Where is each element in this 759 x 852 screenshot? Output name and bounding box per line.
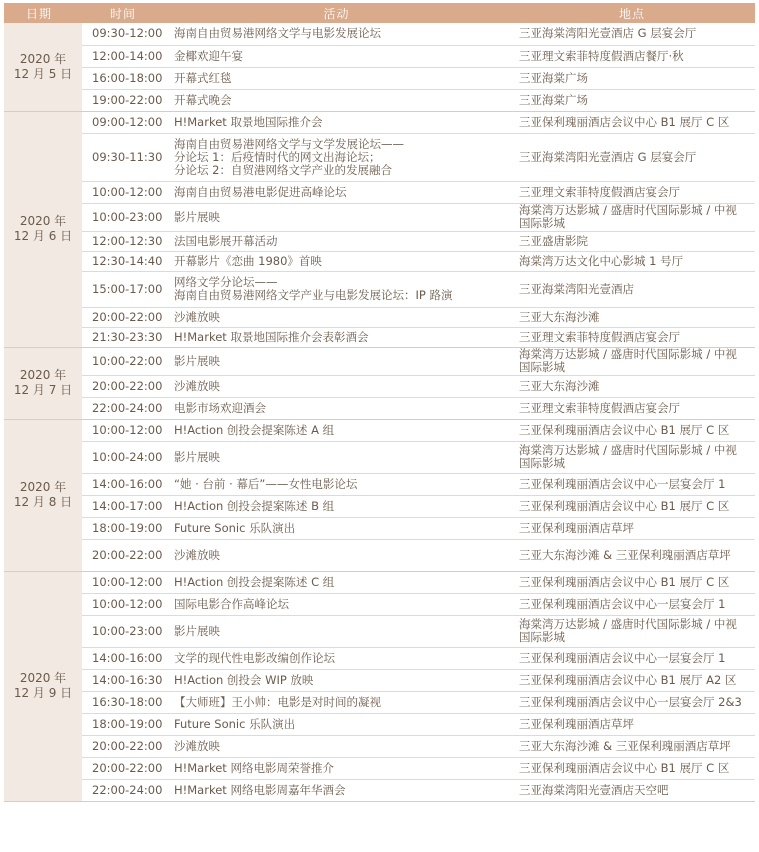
table-row [4, 397, 755, 419]
table-row [4, 647, 755, 669]
location-cell [509, 231, 755, 251]
location-cell [509, 307, 755, 327]
time-cell: 10:00-12:00 [82, 419, 164, 441]
activity-line: H!Action 创投会 WIP 放映 [174, 672, 314, 687]
time-cell: 09:30-11:30 [82, 133, 164, 181]
activity-cell [164, 271, 509, 307]
activity-cell [164, 251, 509, 271]
location-line: 三亚海棠湾阳光壹酒店 G 层宴会厅 [519, 149, 697, 164]
time-cell: 16:30-18:00 [82, 691, 164, 713]
time-cell: 14:00-16:00 [82, 473, 164, 495]
activity-cell [164, 67, 509, 89]
time-cell: 20:00-22:00 [82, 539, 164, 571]
location-line: 三亚保利瑰丽酒店会议中心一层宴会厅 1 [519, 476, 726, 491]
location-cell [509, 593, 755, 615]
time-cell: 16:00-18:00 [82, 67, 164, 89]
location-cell [509, 111, 755, 133]
time-cell: 10:00-12:00 [82, 181, 164, 203]
date-year: 2020 年 [19, 671, 67, 685]
location-line: 三亚海棠湾阳光壹酒店 G 层宴会厅 [519, 26, 697, 41]
location-line: 海棠湾万达影城 / 盛唐时代国际影城 / 中视 [519, 443, 737, 457]
table-row [4, 203, 755, 231]
header-time: 时间 [82, 3, 164, 23]
location-line: 海棠湾万达影城 / 盛唐时代国际影城 / 中视 [519, 617, 737, 631]
location-line: 海棠湾万达影城 / 盛唐时代国际影城 / 中视 [519, 203, 737, 217]
activity-line: 国际电影合作高峰论坛 [174, 596, 289, 611]
location-cell [509, 375, 755, 397]
activity-cell [164, 23, 509, 45]
date-cell [4, 571, 82, 801]
activity-line: 海南自由贸易港电影促进高峰论坛 [174, 184, 347, 199]
date-cell [4, 419, 82, 571]
activity-line: 金椰欢迎午宴 [174, 48, 243, 63]
time-cell: 21:30-23:30 [82, 327, 164, 347]
table-row [4, 89, 755, 111]
activity-line: 影片展映 [174, 353, 220, 368]
time-cell: 09:30-12:00 [82, 23, 164, 45]
location-cell [509, 67, 755, 89]
table-row [4, 271, 755, 307]
table-row [4, 571, 755, 593]
time-cell: 18:00-19:00 [82, 713, 164, 735]
location-cell [509, 181, 755, 203]
location-cell [509, 419, 755, 441]
location-line: 三亚保利瑰丽酒店会议中心 B1 展厅 C 区 [519, 574, 730, 589]
location-cell [509, 397, 755, 419]
date-cell [4, 111, 82, 347]
activity-line: H!Action 创投会提案陈述 A 组 [174, 422, 335, 437]
location-line: 三亚保利瑰丽酒店会议中心一层宴会厅 2&3 [519, 694, 742, 709]
location-cell [509, 539, 755, 571]
activity-line: 海南自由贸易港网络文学与电影发展论坛 [174, 26, 381, 41]
location-cell [509, 615, 755, 647]
time-cell: 14:00-16:00 [82, 647, 164, 669]
activity-cell [164, 231, 509, 251]
location-cell [509, 779, 755, 801]
activity-line: 沙滩放映 [174, 547, 220, 562]
activity-cell [164, 133, 509, 181]
location-cell [509, 495, 755, 517]
location-line: 三亚保利瑰丽酒店会议中心 B1 展厅 C 区 [519, 422, 730, 437]
activity-line: Future Sonic 乐队演出 [174, 716, 296, 731]
table-row [4, 251, 755, 271]
location-line: 三亚盛唐影院 [519, 233, 588, 248]
activity-line: 沙滩放映 [174, 309, 220, 324]
activity-cell [164, 473, 509, 495]
date-day: 12 月 6 日 [13, 229, 73, 243]
table-row [4, 735, 755, 757]
activity-cell [164, 495, 509, 517]
time-cell: 20:00-22:00 [82, 757, 164, 779]
activity-line: 文学的现代性电影改编创作论坛 [174, 650, 335, 665]
table-row [4, 539, 755, 571]
schedule-body [4, 23, 755, 801]
table-row [4, 111, 755, 133]
activity-cell [164, 347, 509, 375]
activity-line: 影片展映 [174, 623, 220, 638]
activity-line: 开幕式红毯 [174, 70, 232, 85]
activity-line: H!Market 取景地国际推介会表彰酒会 [174, 329, 369, 344]
activity-line: 法国电影展开幕活动 [174, 233, 278, 248]
location-cell [509, 327, 755, 347]
time-cell: 12:30-14:40 [82, 251, 164, 271]
table-row [4, 441, 755, 473]
location-cell [509, 23, 755, 45]
date-year: 2020 年 [19, 214, 67, 228]
location-line: 国际影城 [519, 630, 565, 644]
location-line: 三亚保利瑰丽酒店会议中心 B1 展厅 C 区 [519, 114, 730, 129]
location-line: 三亚大东海沙滩 [519, 378, 600, 393]
table-row [4, 615, 755, 647]
date-cell [4, 347, 82, 419]
activity-line: H!Action 创投会提案陈述 B 组 [174, 498, 335, 513]
location-line: 国际影城 [519, 216, 565, 230]
location-line: 三亚保利瑰丽酒店会议中心 B1 展厅 C 区 [519, 760, 730, 775]
activity-cell [164, 111, 509, 133]
activity-cell [164, 419, 509, 441]
time-cell: 10:00-23:00 [82, 203, 164, 231]
table-row [4, 23, 755, 45]
activity-line: 开幕影片《恋曲 1980》首映 [174, 253, 322, 268]
table-row [4, 375, 755, 397]
date-year: 2020 年 [19, 368, 67, 382]
location-line: 三亚理文索菲特度假酒店宴会厅 [519, 400, 680, 415]
table-row [4, 327, 755, 347]
activity-cell [164, 615, 509, 647]
activity-line: Future Sonic 乐队演出 [174, 520, 296, 535]
activity-line: H!Market 网络电影周嘉年华酒会 [174, 782, 346, 797]
activity-line: 海南自由贸易港网络文学产业与电影发展论坛：IP 路演 [174, 288, 453, 302]
activity-line: 电影市场欢迎酒会 [174, 400, 266, 415]
time-cell: 09:00-12:00 [82, 111, 164, 133]
location-line: 国际影城 [519, 456, 565, 470]
activity-line: 分论坛 2：自贸港网络文学产业的发展融合 [174, 162, 392, 177]
activity-line: “她 · 台前 · 幕后”——女性电影论坛 [174, 476, 358, 491]
time-cell: 10:00-23:00 [82, 615, 164, 647]
activity-cell [164, 517, 509, 539]
activity-line: 影片展映 [174, 449, 220, 464]
location-cell [509, 271, 755, 307]
location-cell [509, 713, 755, 735]
date-day: 12 月 7 日 [13, 383, 73, 397]
activity-cell [164, 327, 509, 347]
activity-line: H!Action 创投会提案陈述 C 组 [174, 574, 335, 589]
date-year: 2020 年 [19, 480, 67, 494]
location-cell [509, 251, 755, 271]
location-line: 三亚海棠广场 [519, 70, 588, 85]
activity-cell [164, 735, 509, 757]
location-line: 三亚保利瑰丽酒店会议中心一层宴会厅 1 [519, 650, 726, 665]
activity-cell [164, 307, 509, 327]
activity-cell [164, 203, 509, 231]
location-line: 三亚大东海沙滩 & 三亚保利瑰丽酒店草坪 [519, 547, 731, 562]
header-row [4, 3, 755, 23]
location-cell [509, 647, 755, 669]
schedule-container [4, 3, 755, 802]
date-year: 2020 年 [19, 51, 67, 66]
location-line: 三亚大东海沙滩 [519, 309, 600, 324]
location-cell [509, 473, 755, 495]
time-cell: 22:00-24:00 [82, 397, 164, 419]
header-date: 日期 [4, 3, 82, 23]
activity-cell [164, 669, 509, 691]
time-cell: 19:00-22:00 [82, 89, 164, 111]
activity-cell [164, 691, 509, 713]
location-line: 三亚保利瑰丽酒店会议中心 B1 展厅 A2 区 [519, 672, 737, 687]
time-cell: 22:00-24:00 [82, 779, 164, 801]
location-line: 三亚理文索菲特度假酒店宴会厅 [519, 184, 680, 199]
activity-line: 影片展映 [174, 209, 220, 224]
location-cell [509, 347, 755, 375]
time-cell: 15:00-17:00 [82, 271, 164, 307]
table-row [4, 45, 755, 67]
table-row [4, 307, 755, 327]
activity-cell [164, 441, 509, 473]
table-row [4, 67, 755, 89]
location-cell [509, 571, 755, 593]
activity-line: 开幕式晚会 [174, 92, 232, 107]
header-activity: 活动 [164, 3, 509, 23]
schedule-table [4, 3, 755, 802]
location-cell [509, 45, 755, 67]
time-cell: 12:00-12:30 [82, 231, 164, 251]
time-cell: 10:00-12:00 [82, 571, 164, 593]
location-line: 三亚大东海沙滩 & 三亚保利瑰丽酒店草坪 [519, 738, 731, 753]
location-cell [509, 669, 755, 691]
table-row [4, 517, 755, 539]
activity-line: 海南自由贸易港网络文学与文学发展论坛—— [174, 136, 404, 151]
table-row [4, 495, 755, 517]
time-cell: 20:00-22:00 [82, 307, 164, 327]
time-cell: 18:00-19:00 [82, 517, 164, 539]
activity-cell [164, 713, 509, 735]
activity-line: 沙滩放映 [174, 378, 220, 393]
location-line: 三亚保利瑰丽酒店会议中心 B1 展厅 C 区 [519, 498, 730, 513]
location-line: 三亚理文索菲特度假酒店宴会厅 [519, 329, 680, 344]
time-cell: 12:00-14:00 [82, 45, 164, 67]
table-row [4, 713, 755, 735]
table-row [4, 779, 755, 801]
location-line: 三亚海棠湾阳光壹酒店 [519, 281, 634, 296]
location-line: 三亚海棠广场 [519, 92, 588, 107]
activity-cell [164, 397, 509, 419]
header-location: 地点 [509, 3, 755, 23]
location-cell [509, 89, 755, 111]
table-row [4, 231, 755, 251]
location-cell [509, 757, 755, 779]
location-cell [509, 735, 755, 757]
date-day: 12 月 8 日 [13, 495, 73, 509]
location-cell [509, 441, 755, 473]
activity-line: H!Market 取景地国际推介会 [174, 114, 323, 129]
table-row [4, 347, 755, 375]
time-cell: 20:00-22:00 [82, 375, 164, 397]
table-row [4, 757, 755, 779]
table-row [4, 419, 755, 441]
location-cell [509, 203, 755, 231]
activity-cell [164, 375, 509, 397]
table-row [4, 473, 755, 495]
table-row [4, 593, 755, 615]
location-line: 三亚保利瑰丽酒店草坪 [519, 716, 634, 731]
location-line: 海棠湾万达影城 / 盛唐时代国际影城 / 中视 [519, 347, 737, 361]
date-cell [4, 23, 82, 111]
activity-line: 分论坛 1：后疫情时代的网文出海论坛； [174, 149, 381, 164]
time-cell: 14:00-17:00 [82, 495, 164, 517]
activity-cell [164, 571, 509, 593]
activity-cell [164, 45, 509, 67]
activity-cell [164, 647, 509, 669]
activity-cell [164, 181, 509, 203]
activity-line: 网络文学分论坛—— [174, 275, 278, 289]
location-line: 海棠湾万达文化中心影城 1 号厅 [519, 253, 684, 268]
activity-line: H!Market 网络电影周荣誉推介 [174, 760, 334, 775]
location-line: 三亚海棠湾阳光壹酒店天空吧 [519, 782, 669, 797]
activity-cell [164, 539, 509, 571]
activity-cell [164, 593, 509, 615]
location-line: 三亚保利瑰丽酒店会议中心一层宴会厅 1 [519, 596, 726, 611]
date-day: 12 月 5 日 [13, 66, 73, 81]
location-cell [509, 691, 755, 713]
activity-line: 沙滩放映 [174, 738, 220, 753]
activity-line: 【大师班】王小帅：电影是对时间的凝视 [174, 694, 381, 709]
location-cell [509, 517, 755, 539]
time-cell: 10:00-12:00 [82, 593, 164, 615]
table-row [4, 669, 755, 691]
date-day: 12 月 9 日 [13, 686, 73, 700]
location-line: 三亚理文索菲特度假酒店餐厅·秋 [519, 48, 684, 63]
time-cell: 10:00-22:00 [82, 347, 164, 375]
table-row [4, 691, 755, 713]
time-cell: 14:00-16:30 [82, 669, 164, 691]
activity-cell [164, 757, 509, 779]
activity-cell [164, 89, 509, 111]
location-line: 三亚保利瑰丽酒店草坪 [519, 520, 634, 535]
time-cell: 20:00-22:00 [82, 735, 164, 757]
activity-cell [164, 779, 509, 801]
time-cell: 10:00-24:00 [82, 441, 164, 473]
location-cell [509, 133, 755, 181]
table-row [4, 181, 755, 203]
table-row [4, 133, 755, 181]
location-line: 国际影城 [519, 360, 565, 374]
